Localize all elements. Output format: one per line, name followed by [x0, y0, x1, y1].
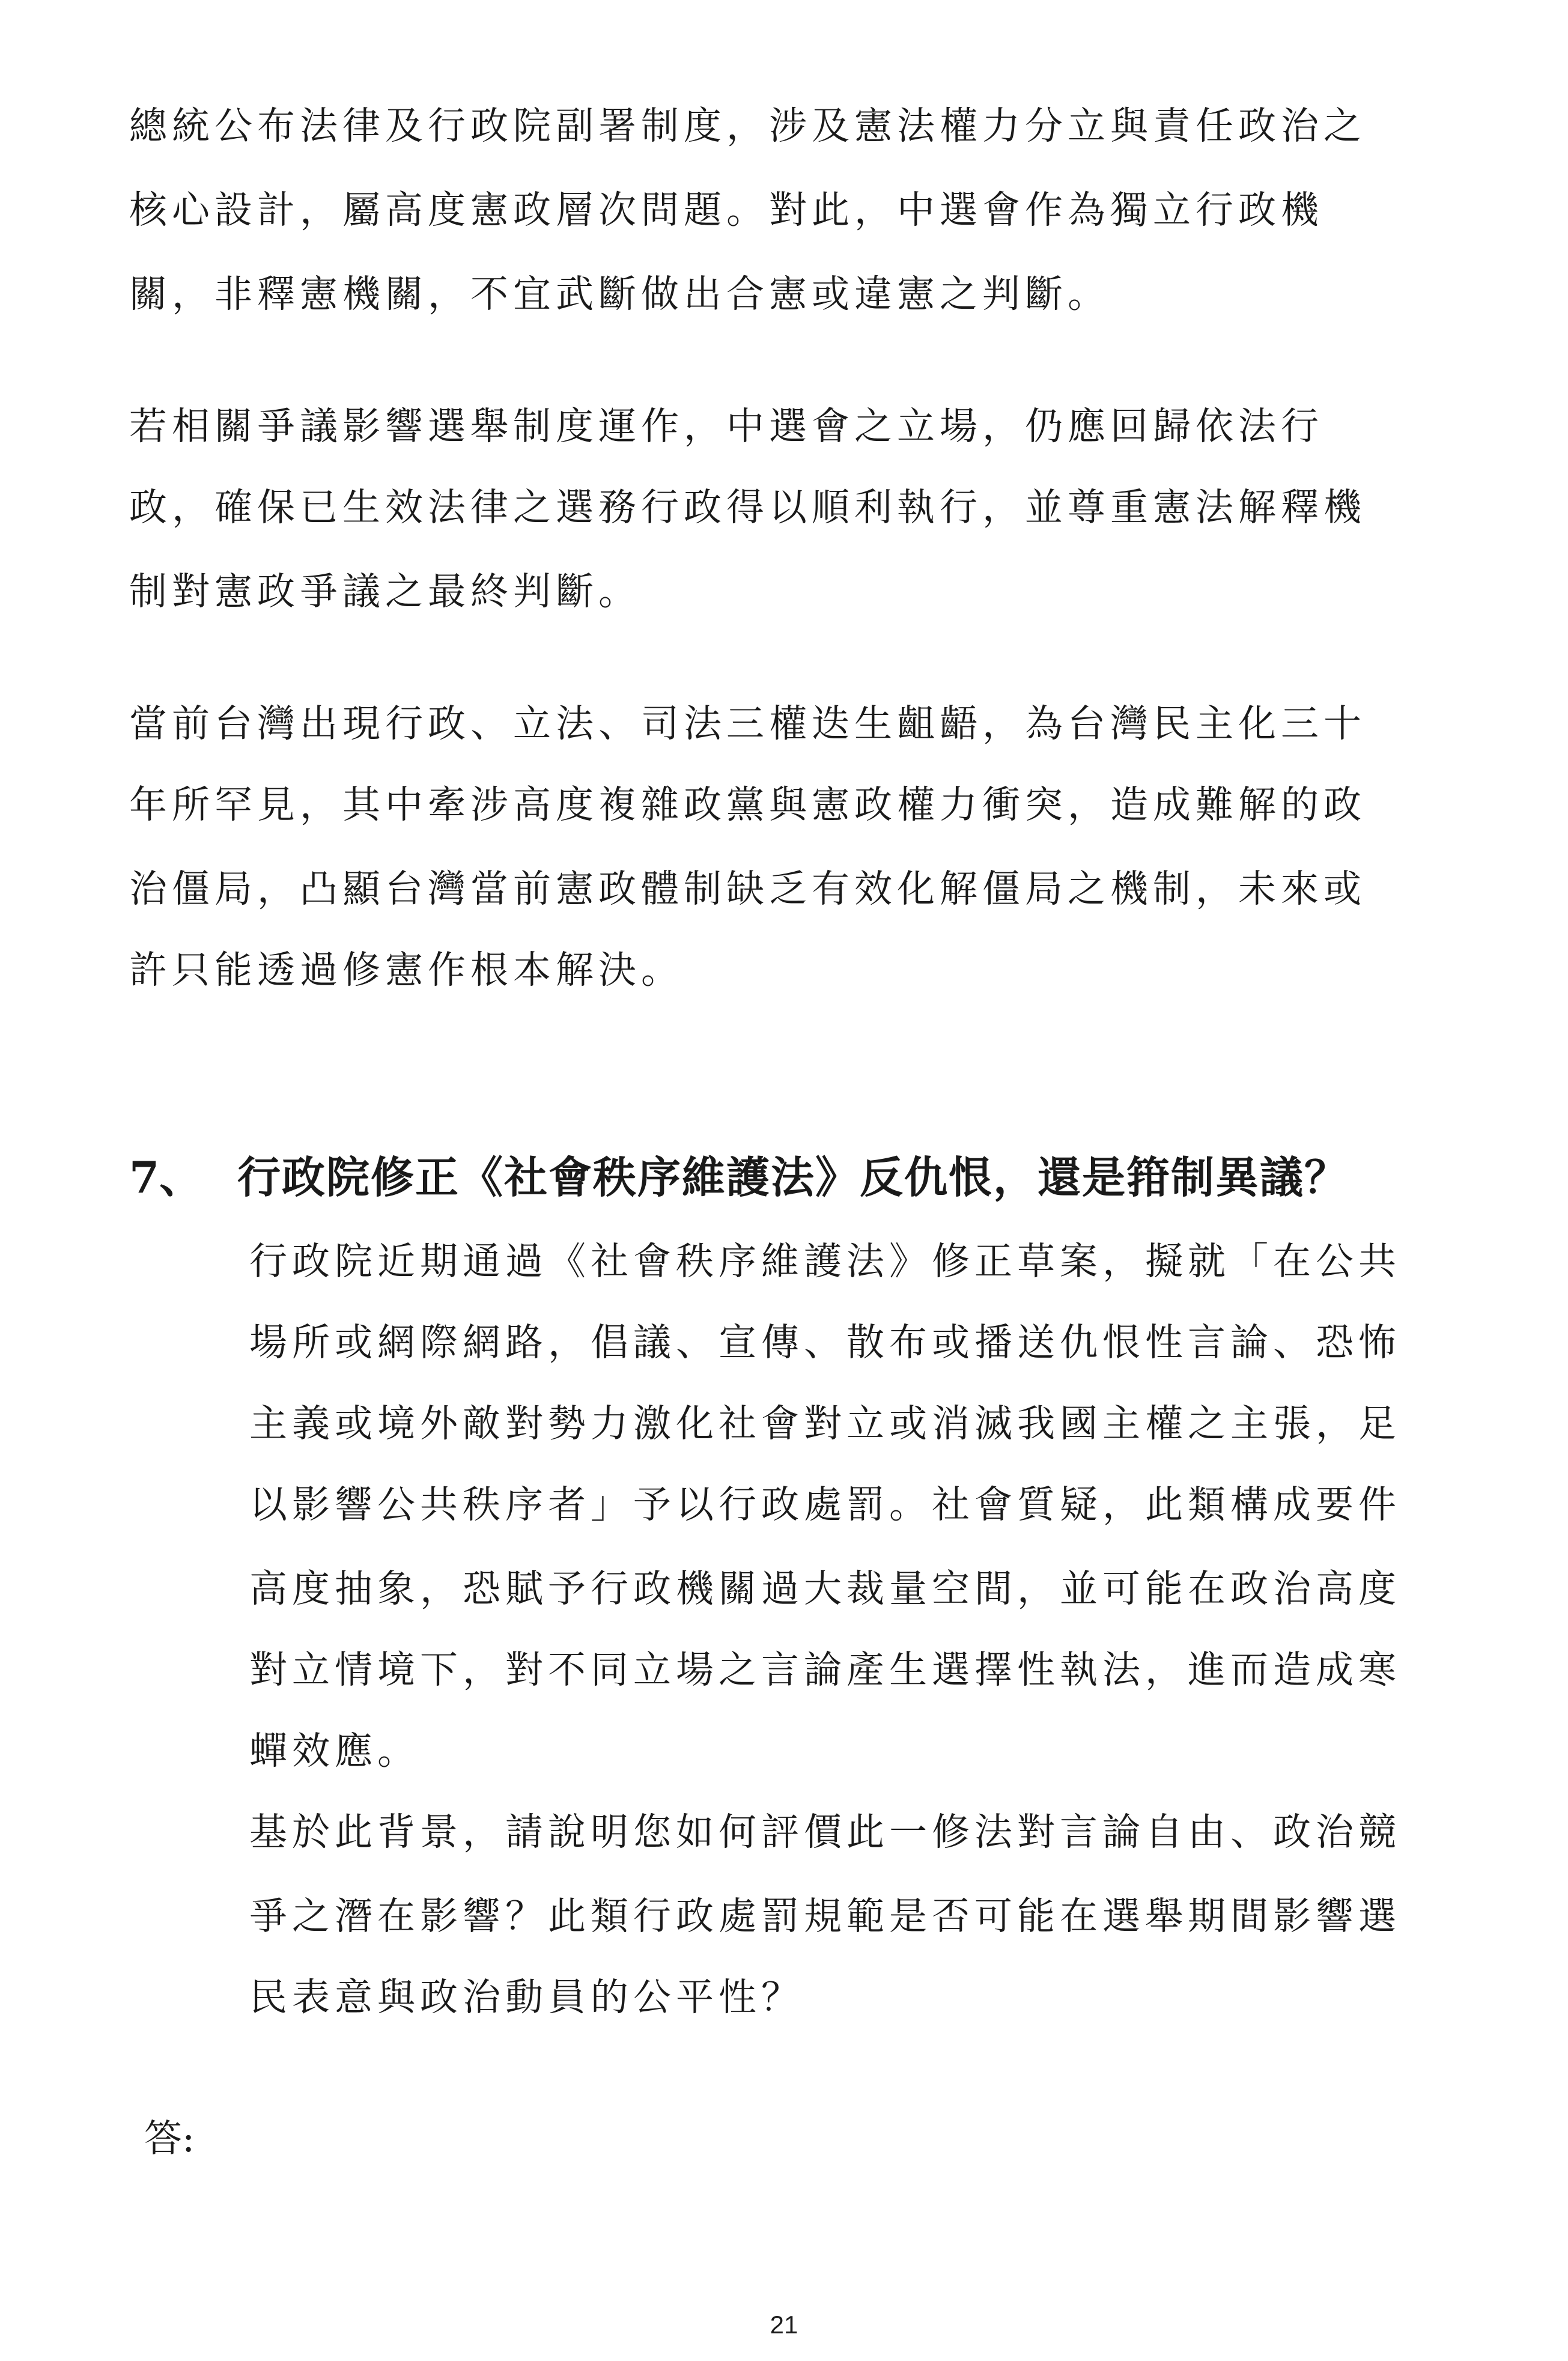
question-line: 主義或境外敵對勢力激化社會對立或消滅我國主權之主張，足 [249, 1402, 1401, 1445]
paragraph-line: 年所罕見，其中牽涉高度複雜政黨與憲政權力衝突，造成難解的政 [129, 783, 1366, 827]
paragraph-line: 核心設計，屬高度憲政層次問題。對此，中選會作為獨立行政機 [129, 188, 1323, 232]
paragraph-line: 若相關爭議影響選舉制度運作，中選會之立場，仍應回歸依法行 [129, 404, 1323, 448]
answer-label: 答: [144, 2116, 195, 2160]
paragraph-line: 政，確保已生效法律之選務行政得以順利執行，並尊重憲法解釋機 [129, 485, 1366, 529]
paragraph-line: 許只能透過修憲作根本解決。 [129, 948, 684, 992]
question-line: 以影響公共秩序者」予以行政處罰。社會質疑，此類構成要件 [249, 1483, 1401, 1527]
paragraph-line: 總統公布法律及行政院副署制度，涉及憲法權力分立與責任政治之 [129, 104, 1366, 148]
paragraph-line: 當前台灣出現行政、立法、司法三權迭生齟齬，為台灣民主化三十 [129, 702, 1366, 746]
question-line: 爭之潛在影響？此類行政處罰規範是否可能在選舉期間影響選 [249, 1894, 1401, 1938]
paragraph-line: 治僵局，凸顯台灣當前憲政體制缺乏有效化解僵局之機制，未來或 [129, 867, 1366, 911]
question-line: 蟬效應。 [249, 1729, 420, 1773]
question-line: 基於此背景，請說明您如何評價此一修法對言論自由、政治競 [249, 1810, 1401, 1854]
question-line: 高度抽象，恐賦予行政機關過大裁量空間，並可能在政治高度 [249, 1567, 1401, 1611]
paragraph-line: 制對憲政爭議之最終判斷。 [129, 570, 641, 613]
paragraph-line: 關，非釋憲機關，不宜武斷做出合憲或違憲之判斷。 [129, 272, 1110, 316]
question-line: 民表意與政治動員的公平性？ [249, 1975, 804, 2019]
question-line: 場所或網際網路，倡議、宣傳、散布或播送仇恨性言論、恐怖 [249, 1320, 1401, 1364]
question-line: 行政院近期通過《社會秩序維護法》修正草案，擬就「在公共 [249, 1239, 1401, 1283]
page-number: 21 [770, 2311, 798, 2339]
question-line: 對立情境下，對不同立場之言論產生選擇性執法，進而造成寒 [249, 1648, 1401, 1692]
question-number: 7、 [129, 1152, 203, 1203]
question-title: 行政院修正《社會秩序維護法》反仇恨，還是箝制異議？ [237, 1152, 1349, 1203]
